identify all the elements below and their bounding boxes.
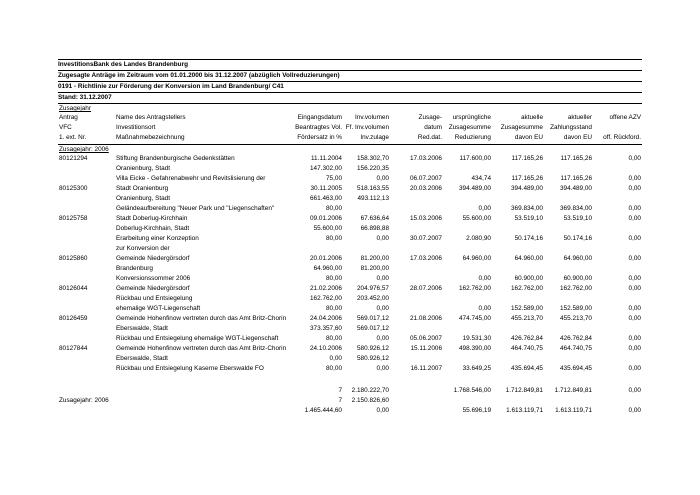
cell-offen: 0,00 [628,345,641,352]
cell-antrag: 80125758 [59,215,88,222]
year-heading: Zusagejahr: 2006 [59,146,109,153]
cell-offen: 0,00 [628,155,641,162]
cell-eingang: 80,00 [326,235,342,242]
cell-zusage: 15.03.2006 [410,215,442,222]
total-aktuell: 1.712.849,81 [505,387,543,394]
cell-invvol: 0,00 [376,235,389,242]
cell-urspr: 0,00 [478,205,491,212]
cell-urspr: 394.489,00 [459,185,491,192]
col-header-aktuell: davon EU [514,134,543,141]
cell-urspr: 498.390,00 [459,345,491,352]
cell-eingang: 30.11.2005 [310,185,342,192]
table-row [58,294,642,304]
cell-eingang: 80,00 [326,205,342,212]
cell-urspr: 64.960,00 [462,255,491,262]
cell-name: zur Konversion der [116,245,170,252]
col-header-urspr: Reduzierung [454,134,491,141]
cell-zusage: 28.07.2006 [410,285,442,292]
cell-offen: 0,00 [628,285,641,292]
table-row [58,314,642,324]
cell-invvol: 569.017,12 [357,325,389,332]
table-row [58,164,642,174]
cell-invvol: 580.926,12 [357,355,389,362]
cell-name: Geländeaufbereitung "Neuer Park und "Liegenschaften" [116,205,275,212]
cell-urspr: 0,00 [478,275,491,282]
cell-zusage: 06.07.2007 [410,175,442,182]
cell-zahlung: 152.589,00 [560,305,592,312]
total-invvol: 0,00 [376,407,389,414]
cell-offen: 0,00 [628,185,641,192]
cell-name: Rückbau und Entsiegelung [116,295,193,302]
cell-antrag: 80127844 [59,345,88,352]
table-row [58,334,642,344]
cell-name: Eberswalde, Stadt [116,355,168,362]
total-urspr: 1.768.546,00 [453,387,491,394]
cell-name: Gemeinde Hohenfinow vertreten durch das Amt Britz-Chorin [116,345,287,352]
table-row [58,364,642,374]
col-header-zahlung: Zahlungsstand [550,124,592,131]
cell-urspr: 162.762,00 [459,285,491,292]
col-header-aktuell: Zusagesumme [500,124,543,131]
cell-aktuell: 464.740,75 [511,345,543,352]
cell-invvol: 518.163,55 [357,185,389,192]
cell-antrag: 80125860 [59,255,88,262]
col-header-invvol: Inv.zulage [360,134,389,141]
cell-aktuell: 162.762,00 [511,285,543,292]
cell-zusage: 16.11.2007 [410,365,442,372]
cell-zahlung: 464.740,75 [560,345,592,352]
col-header-zahlung: aktueller [567,114,592,121]
cell-urspr: 33.649,25 [462,365,491,372]
total-aktuell: 1.613.119,71 [506,407,543,414]
cell-invvol: 203.452,00 [357,295,389,302]
cell-name: Doberlug-Kirchhain, Stadt [116,225,190,232]
cell-offen: 0,00 [628,175,641,182]
cell-name: Stiftung Brandenburgische Gedenkstätten [116,155,235,162]
cell-zahlung: 60.900,00 [563,275,592,282]
cell-invvol: 66.898,88 [360,225,389,232]
cell-zahlung: 64.960,00 [563,255,592,262]
cell-eingang: 80,00 [326,335,342,342]
cell-invvol: 0,00 [376,305,389,312]
table-row [58,214,642,224]
col-header-antrag: Antrag [59,114,78,121]
table-row [58,264,642,274]
col-header-name: Maßnahmebezeichnung [116,134,185,141]
total-zahlung: 1.712.849,81 [554,387,592,394]
cell-name: Villa Eicke - Gefahrenabwehr und Revitslisierung der [116,175,266,182]
cell-eingang: 162.762,00 [310,295,342,302]
cell-aktuell: 455.213,70 [511,315,543,322]
cell-invvol: 67.636,64 [360,215,389,222]
cell-zahlung: 394.489,00 [560,185,592,192]
cell-eingang: 20.01.2006 [310,255,342,262]
total-urspr: 55.696,19 [462,407,491,414]
total-antrag: Zusagejahr: 2006 [59,397,109,404]
cell-urspr: 2.080,90 [466,235,491,242]
col-header-urspr: ursprüngliche [452,114,491,121]
col-header-zusage: Zusage- [418,114,442,121]
col-header-urspr: Zusagesumme [448,124,491,131]
cell-antrag: 80125300 [59,185,88,192]
cell-offen: 0,00 [628,335,641,342]
table-row [58,324,642,334]
cell-zahlung: 162.762,00 [560,285,592,292]
cell-eingang: 147.302,00 [310,165,342,172]
cell-eingang: 24.04.2006 [310,315,342,322]
cell-offen: 0,00 [628,305,641,312]
cell-eingang: 0,00 [329,355,342,362]
report-subtitle: Zugesagte Anträge im Zeitraum vom 01.01.2000 bis 31.12.2007 (abzüglich Vollreduzierungen) [58,72,340,79]
col-header-eingang: Beantragtes Vol. [295,124,342,131]
total-invvol: 2.180.222,70 [351,387,389,394]
cell-name: Oranienburg, Stadt [116,195,170,202]
cell-aktuell: 369.834,00 [511,205,543,212]
cell-zusage: 17.03.2006 [410,255,442,262]
cell-invvol: 81.200,00 [360,255,389,262]
cell-name: Gemeinde Niedergörsdorf [116,255,190,262]
cell-aktuell: 435.694,45 [511,365,543,372]
col-header-eingang: Fördersatz in % [297,134,342,141]
total-eingang: 1.465.444,60 [304,407,342,414]
cell-invvol: 204.976,57 [357,285,389,292]
cell-urspr: 0,00 [478,305,491,312]
cell-name: Gemeinde Hohenfinow vertreten durch das Amt Britz-Chorin [116,315,287,322]
cell-eingang: 80,00 [326,305,342,312]
year-heading-row [58,145,642,154]
report-page [58,59,642,416]
totals-row [58,396,642,406]
cell-name: Brandenburg [116,265,153,272]
cell-zahlung: 50.174,16 [563,235,592,242]
cell-aktuell: 117.165,26 [511,175,543,182]
total-zahlung: 1.613.119,71 [555,407,592,414]
cell-invvol: 158.302,70 [357,155,389,162]
table-row [58,304,642,314]
table-row [58,284,642,294]
table-row [58,224,642,234]
cell-zahlung: 53.519,10 [563,215,592,222]
cell-name: Konversionssommer 2006 [116,275,191,282]
totals-row [58,406,642,416]
cell-zusage: 05.06.2007 [410,335,442,342]
cell-aktuell: 53.519,10 [514,215,543,222]
table-row [58,154,642,164]
report-title: InvestitionsBank des Landes Brandenburg [58,61,188,68]
cell-zusage: 15.11.2006 [410,345,442,352]
cell-invvol: 493.112,13 [357,195,389,202]
total-eingang: 7 [338,387,342,394]
col-header-zusage: Red.dat. [417,134,442,141]
cell-zahlung: 117.165,26 [560,155,592,162]
cell-urspr: 55.600,00 [462,215,491,222]
col-header-name: Name des Antragstellers [116,114,186,121]
table-row [58,274,642,284]
col-header-offen: offene AZV [609,114,641,121]
table-row [58,354,642,364]
table-row [58,184,642,194]
cell-invvol: 81.200,00 [360,265,389,272]
cell-zusage: 21.08.2006 [410,315,442,322]
cell-antrag: 80126044 [59,285,88,292]
cell-eingang: 55.600,00 [313,225,342,232]
col-header-antrag: 1. ext. Nr. [59,134,87,141]
cell-name: Oranienburg, Stadt [116,165,170,172]
table-row [58,234,642,244]
cell-aktuell: 60.900,00 [514,275,543,282]
cell-offen: 0,00 [628,255,641,262]
cell-eingang: 64.960,00 [313,265,342,272]
cell-aktuell: 64.960,00 [514,255,543,262]
cell-zusage: 17.03.2006 [410,155,442,162]
cell-urspr: 117.600,00 [459,155,491,162]
cell-invvol: 569.017,12 [357,315,389,322]
cell-aktuell: 394.489,00 [511,185,543,192]
col-header-antrag: VFC [59,124,72,131]
cell-aktuell: 117.165,26 [511,155,543,162]
cell-invvol: 0,00 [376,365,389,372]
cell-eingang: 80,00 [326,275,342,282]
cell-offen: 0,00 [628,215,641,222]
cell-zahlung: 455.213,70 [560,315,592,322]
totals-row [58,386,642,396]
cell-urspr: 474.745,00 [459,315,491,322]
cell-name: ehemalige WGT-Liegenschaft [116,305,201,312]
cell-offen: 0,00 [628,315,641,322]
cell-eingang: 09.01.2006 [310,215,342,222]
cell-name: Stadt Oranienburg [116,185,169,192]
cell-zahlung: 117.165,26 [560,175,592,182]
cell-invvol: 0,00 [376,275,389,282]
total-invvol: 2.150.826,60 [351,397,389,404]
program-title: 0191 - Richtlinie zur Förderung der Konversion im Land Brandenburg/ C41 [58,83,284,90]
table-row [58,204,642,214]
cell-aktuell: 50.174,16 [514,235,543,242]
group-label: Zusagejahr [59,105,91,112]
col-header-eingang: Eingangsdatum [297,114,342,121]
cell-zusage: 30.07.2007 [410,235,442,242]
cell-zusage: 20.03.2006 [410,185,442,192]
cell-invvol: 156.220,35 [357,165,389,172]
cell-eingang: 80,00 [326,365,342,372]
cell-invvol: 0,00 [376,175,389,182]
cell-antrag: 80126459 [59,315,88,322]
cell-name: Rückbau und Entsiegelung Kaserne Eberswalde FO [116,365,264,372]
total-offen: 0,00 [628,387,641,394]
cell-eingang: 21.02.2006 [310,285,342,292]
table-row [58,254,642,264]
table-row [58,194,642,204]
cell-offen: 0,00 [628,235,641,242]
col-header-aktuell: aktuelle [520,114,543,121]
cell-name: Rückbau und Entsiegelung ehemalige WGT-Liegenschaft [116,335,279,342]
cell-eingang: 373.357,60 [310,325,342,332]
cell-eingang: 11.11.2004 [310,155,342,162]
table-row [58,344,642,354]
cell-invvol: 0,00 [376,335,389,342]
cell-antrag: 80121294 [59,155,88,162]
cell-eingang: 661.463,00 [310,195,342,202]
total-eingang: 7 [338,397,342,404]
cell-urspr: 434,74 [471,175,491,182]
cell-aktuell: 152.589,00 [511,305,543,312]
cell-zahlung: 435.694,45 [560,365,592,372]
cell-zahlung: 426.762,84 [560,335,592,342]
col-header-offen: off. Rückford. [603,134,641,141]
cell-name: Erarbeitung einer Konzeption [116,235,199,242]
col-header-name: Investitionsort [116,124,156,131]
cell-aktuell: 426.762,84 [511,335,543,342]
cell-urspr: 19.531,30 [462,335,491,342]
cell-name: Eberswalde, Stadt [116,325,168,332]
cell-invvol: 580.926,12 [357,345,389,352]
table-row [58,244,642,254]
cell-offen: 0,00 [628,205,641,212]
column-header [58,104,642,144]
table-row [58,174,642,184]
cell-offen: 0,00 [628,365,641,372]
col-header-zahlung: davon EU [563,134,592,141]
cell-offen: 0,00 [628,275,641,282]
stand-date: Stand: 31.12.2007 [58,94,112,101]
cell-zahlung: 369.834,00 [560,205,592,212]
totals-table [58,386,642,416]
cell-name: Gemeinde Niedergörsdorf [116,285,190,292]
cell-eingang: 24.10.2006 [310,345,342,352]
col-header-zusage: datum [424,124,442,131]
cell-name: Stadt Doberlug-Kirchhain [116,215,188,222]
col-header-invvol: Ff. Inv.volumen [345,124,389,131]
cell-eingang: 75,00 [326,175,342,182]
data-table [58,154,642,374]
col-header-invvol: Inv.volumen [355,114,389,121]
total-offen: 0,00 [628,407,641,414]
